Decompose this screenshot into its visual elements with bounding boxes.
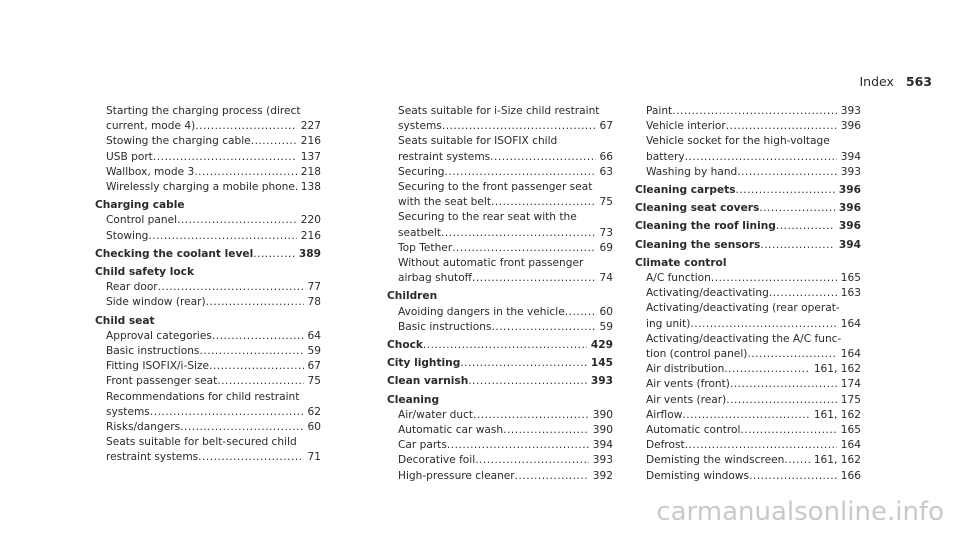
index-entry [95, 180, 321, 195]
index-entry [95, 344, 321, 359]
index-heading [635, 238, 861, 253]
dot-leader [468, 374, 587, 389]
dot-leader [206, 295, 304, 310]
entry-term: restraint systems [398, 150, 491, 163]
entry-page[interactable]: 163 [840, 287, 861, 300]
index-entry [635, 119, 861, 134]
entry-page[interactable]: 216 [300, 229, 321, 242]
dot-leader [491, 320, 595, 335]
entry-term: Air distribution [646, 363, 725, 376]
entry-term: Avoiding dangers in the vehicle [398, 305, 565, 318]
entry-page[interactable]: 63 [599, 165, 613, 178]
entry-term: Fitting ISOFIX/i-Size [106, 360, 210, 373]
dot-leader [490, 150, 595, 165]
entry-page[interactable]: 66 [599, 150, 613, 163]
entry-term: Without automatic front passenger [398, 257, 584, 270]
index-entry [635, 104, 861, 119]
entry-term: Seats suitable for i-Size child restraint [398, 105, 600, 117]
index-entry [387, 438, 613, 453]
entry-term: Clean varnish [387, 375, 469, 388]
dot-leader [475, 453, 589, 468]
index-entry [635, 150, 861, 165]
dot-leader [724, 362, 810, 377]
index-entry [387, 271, 613, 286]
entry-term: Child seat [95, 314, 155, 327]
entry-page[interactable]: 62 [307, 405, 321, 418]
dot-leader [737, 165, 836, 180]
dot-leader [447, 438, 589, 453]
entry-page[interactable]: 393 [840, 105, 861, 117]
dot-leader [565, 305, 596, 320]
entry-page[interactable]: 165 [840, 272, 861, 285]
entry-term: Demisting windows [646, 469, 750, 482]
index-entry [95, 359, 321, 374]
entry-term: systems [106, 405, 150, 418]
entry-term: Securing to the front passenger seat [398, 181, 593, 194]
index-entry [95, 134, 321, 149]
entry-term: Vehicle interior [646, 120, 726, 133]
index-heading [387, 356, 613, 371]
dot-leader [784, 453, 809, 468]
entry-term: High-pressure cleaner [398, 469, 515, 482]
index-entry [387, 408, 613, 423]
index-entry [635, 317, 861, 332]
entry-page[interactable]: 73 [599, 226, 613, 239]
dot-leader [199, 344, 303, 359]
entry-term: A/C function [646, 272, 711, 285]
dot-leader [460, 356, 587, 371]
entry-page[interactable]: 77 [307, 281, 321, 294]
index-entry [95, 280, 321, 295]
entry-page[interactable]: 393 [592, 454, 613, 467]
dot-leader [442, 119, 596, 134]
index-entry [387, 320, 613, 335]
index-heading [95, 314, 321, 329]
dot-leader [760, 238, 835, 253]
dot-leader [212, 329, 304, 344]
entry-term: Front passenger seat [106, 375, 218, 388]
index-entry [635, 286, 861, 301]
entry-term: Starting the charging process (direct [106, 105, 301, 117]
dot-leader [515, 469, 589, 484]
entry-page[interactable]: 67 [599, 120, 613, 133]
entry-term: Cleaning carpets [635, 184, 736, 197]
dot-leader [209, 359, 303, 374]
index-entry [635, 347, 861, 362]
entry-page[interactable]: 75 [599, 196, 613, 209]
dot-leader [491, 195, 596, 210]
index-heading [387, 374, 613, 389]
index-entry [387, 453, 613, 468]
entry-term: Seats suitable for belt-secured child [106, 436, 297, 449]
entry-term: Activating/deactivating the A/C func- [646, 332, 842, 345]
dot-leader [711, 271, 837, 286]
entry-page[interactable]: 392 [592, 469, 613, 482]
entry-page[interactable]: 175 [840, 393, 861, 406]
index-entry [635, 438, 861, 453]
dot-leader [740, 423, 836, 438]
index-entry [387, 150, 613, 165]
index-entry [635, 469, 861, 484]
entry-term: Demisting the windscreen [646, 454, 785, 467]
entry-page[interactable]: 67 [307, 360, 321, 373]
index-entry [387, 423, 613, 438]
dot-leader [690, 317, 836, 332]
entry-page[interactable]: 174 [840, 378, 861, 391]
entry-page[interactable]: 74 [599, 272, 613, 285]
dot-leader [682, 408, 809, 423]
index-entry [95, 390, 321, 405]
entry-term: Climate control [635, 256, 727, 269]
entry-term: Paint [646, 105, 673, 117]
entry-term: Stowing [106, 229, 149, 242]
entry-term: Approval categories [106, 329, 212, 342]
entry-term: Airflow [646, 408, 683, 421]
index-entry [387, 226, 613, 241]
entry-term: Checking the coolant level [95, 247, 254, 260]
entry-page[interactable]: 161, 162 [813, 363, 861, 376]
entry-term: Automatic control [646, 424, 741, 437]
entry-page[interactable]: 396 [838, 184, 861, 197]
dot-leader [195, 119, 297, 134]
index-entry [635, 271, 861, 286]
entry-page[interactable]: 396 [838, 202, 861, 215]
index-entry [387, 241, 613, 256]
dot-leader [726, 393, 837, 408]
dot-leader [726, 119, 837, 134]
index-heading [95, 198, 321, 213]
entry-page[interactable]: 59 [599, 320, 613, 333]
index-entry [95, 229, 321, 244]
entry-term: Activating/deactivating [646, 287, 769, 300]
index-entry [635, 301, 861, 316]
page-number: 563 [905, 74, 932, 89]
dot-leader [423, 338, 587, 353]
entry-page[interactable]: 78 [307, 296, 321, 309]
dot-leader [153, 150, 297, 165]
dot-leader [776, 219, 835, 234]
entry-page[interactable]: 390 [592, 408, 613, 421]
index-entry [95, 295, 321, 310]
entry-term: Charging cable [95, 199, 185, 212]
entry-term: Wallbox, mode 3 [106, 165, 195, 178]
index-entry [635, 165, 861, 180]
index-entry [95, 374, 321, 389]
index-entry [95, 213, 321, 228]
entry-term: current, mode 4) [106, 120, 196, 133]
index-entry [635, 408, 861, 423]
index-entry [387, 305, 613, 320]
entry-page[interactable]: 429 [590, 339, 613, 352]
entry-page[interactable]: 166 [840, 469, 861, 482]
entry-term: Car parts [398, 439, 447, 452]
entry-page[interactable]: 164 [840, 439, 861, 452]
dot-leader [685, 438, 837, 453]
index-heading [95, 247, 321, 262]
entry-page[interactable]: 75 [307, 375, 321, 388]
entry-term: Defrost [646, 439, 685, 452]
index-entry [387, 104, 613, 119]
entry-page[interactable]: 145 [590, 357, 613, 370]
entry-term: restraint systems [106, 451, 199, 464]
entry-term: airbag shutoff [398, 272, 472, 285]
entry-page[interactable]: 138 [300, 181, 321, 194]
dot-leader [473, 408, 589, 423]
index-entry [95, 435, 321, 450]
index-heading [95, 265, 321, 280]
dot-leader [736, 183, 835, 198]
entry-term: City lighting [387, 357, 461, 370]
index-entry [635, 332, 861, 347]
entry-page[interactable]: 71 [307, 451, 321, 464]
entry-term: Securing [398, 165, 445, 178]
index-entry [635, 377, 861, 392]
index-heading [635, 219, 861, 234]
entry-page[interactable]: 390 [592, 424, 613, 437]
index-entry [387, 165, 613, 180]
entry-page[interactable]: 161, 162 [813, 454, 861, 467]
dot-leader [177, 213, 297, 228]
dot-leader [194, 165, 297, 180]
dot-leader [198, 450, 303, 465]
dot-leader [441, 226, 595, 241]
entry-page[interactable]: 59 [307, 345, 321, 358]
index-heading [387, 393, 613, 408]
entry-term: Washing by hand [646, 165, 738, 178]
page-header [860, 74, 933, 89]
dot-leader [445, 165, 596, 180]
entry-page[interactable]: 69 [599, 241, 613, 254]
index-entry [95, 405, 321, 420]
watermark: carmanualsonline.info [656, 497, 944, 527]
index-entry [635, 393, 861, 408]
dot-leader [759, 201, 835, 216]
entry-term: Air vents (rear) [646, 393, 727, 406]
entry-term: Children [387, 290, 438, 303]
dot-leader [217, 374, 303, 389]
index-entry [95, 104, 321, 119]
entry-page[interactable]: 389 [298, 247, 321, 260]
index-entry [387, 134, 613, 149]
dot-leader [747, 347, 836, 362]
index-heading [387, 289, 613, 304]
index-heading [635, 256, 861, 271]
entry-term: battery [646, 150, 685, 163]
entry-page[interactable]: 164 [840, 317, 861, 330]
entry-page[interactable]: 60 [307, 421, 321, 434]
index-heading [635, 183, 861, 198]
index-entry [387, 195, 613, 210]
index-column-1 [95, 104, 321, 466]
entry-page[interactable]: 396 [838, 220, 861, 233]
entry-page[interactable]: 164 [840, 348, 861, 361]
entry-term: Stowing the charging cable [106, 135, 251, 148]
entry-page[interactable]: 216 [300, 135, 321, 148]
dot-leader [148, 229, 296, 244]
entry-term: Basic instructions [398, 320, 492, 333]
entry-page[interactable]: 393 [590, 375, 613, 388]
entry-page[interactable]: 220 [300, 214, 321, 227]
dot-leader [730, 377, 837, 392]
dot-leader [749, 469, 837, 484]
index-entry [387, 119, 613, 134]
entry-page[interactable]: 227 [300, 120, 321, 133]
dot-leader [769, 286, 837, 301]
entry-term: Vehicle socket for the high-voltage [646, 135, 830, 148]
index-entry [387, 469, 613, 484]
entry-term: Activating/deactivating (rear operat- [646, 302, 840, 315]
index-entry [95, 165, 321, 180]
entry-term: Wirelessly charging a mobile phone [106, 181, 295, 194]
index-entry [95, 119, 321, 134]
index-entry [635, 423, 861, 438]
dot-leader [251, 134, 297, 149]
index-column-3 [635, 104, 861, 484]
index-entry [95, 150, 321, 165]
entry-term: with the seat belt [398, 196, 491, 209]
entry-page[interactable]: 64 [307, 329, 321, 342]
entry-term: tion (control panel) [646, 348, 748, 361]
entry-term: Control panel [106, 214, 178, 227]
index-label: Index [859, 74, 894, 89]
dot-leader [253, 247, 295, 262]
index-entry [95, 329, 321, 344]
index-entry [635, 134, 861, 149]
entry-page[interactable]: 60 [599, 305, 613, 318]
entry-page[interactable]: 137 [300, 150, 321, 163]
dot-leader [503, 423, 589, 438]
index-entry [387, 180, 613, 195]
index-entry [387, 256, 613, 271]
entry-term: Air/water duct [398, 408, 474, 421]
index-entry [635, 362, 861, 377]
entry-term: Air vents (front) [646, 378, 730, 391]
dot-leader [452, 241, 595, 256]
entry-term: Chock [387, 339, 423, 352]
entry-page[interactable]: 396 [840, 120, 861, 133]
entry-term: ing unit) [646, 317, 691, 330]
index-entry [387, 210, 613, 225]
index-heading [635, 201, 861, 216]
entry-term: Decorative foil [398, 454, 476, 467]
dot-leader [672, 104, 837, 119]
entry-term: Child safety lock [95, 266, 194, 279]
entry-term: Cleaning the roof lining [635, 220, 776, 233]
index-column-2 [387, 104, 613, 484]
entry-term: seatbelt [398, 226, 442, 239]
dot-leader [180, 420, 303, 435]
index-entry [95, 420, 321, 435]
entry-term: Risks/dangers [106, 421, 181, 434]
entry-page[interactable]: 393 [840, 165, 861, 178]
entry-term: Recommendations for child restraint [106, 390, 300, 403]
dot-leader [685, 150, 837, 165]
entry-term: Top Tether [398, 241, 453, 254]
entry-term: systems [398, 120, 442, 133]
entry-term: Seats suitable for ISOFIX child [398, 135, 558, 148]
entry-term: Cleaning [387, 393, 440, 406]
entry-term: Securing to the rear seat with the [398, 211, 577, 224]
index-heading [387, 338, 613, 353]
entry-page[interactable]: 218 [300, 165, 321, 178]
index-entry [95, 450, 321, 465]
entry-page[interactable]: 161, 162 [813, 408, 861, 421]
entry-page[interactable]: 394 [592, 439, 613, 452]
dot-leader [472, 271, 596, 286]
entry-term: Basic instructions [106, 345, 200, 358]
entry-term: Side window (rear) [106, 296, 206, 309]
dot-leader [150, 405, 304, 420]
entry-term: Cleaning the sensors [635, 238, 761, 251]
entry-term: Automatic car wash [398, 424, 504, 437]
entry-term: Cleaning seat covers [635, 202, 760, 215]
index-entry [635, 453, 861, 468]
entry-term: Rear door [106, 281, 158, 294]
entry-page[interactable]: 394 [838, 238, 861, 251]
entry-page[interactable]: 394 [840, 150, 861, 163]
entry-page[interactable]: 165 [840, 424, 861, 437]
entry-term: USB port [106, 150, 153, 163]
dot-leader [158, 280, 304, 295]
